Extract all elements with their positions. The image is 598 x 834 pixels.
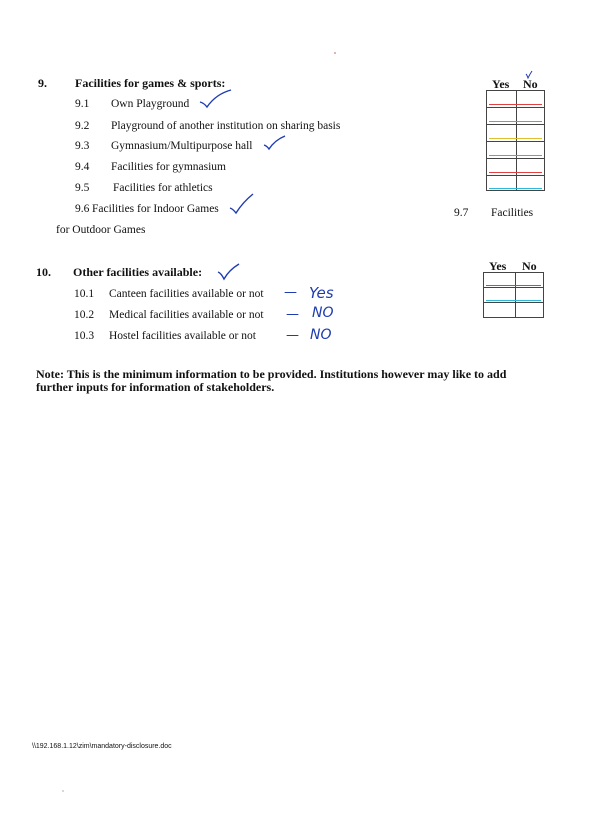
note-line-2: further inputs for information of stakeholders. bbox=[36, 380, 275, 394]
item-9-4-label: Facilities for gymnasium bbox=[111, 161, 226, 173]
item-9-1-number: 9.1 bbox=[75, 98, 90, 110]
checkmark-icon bbox=[198, 88, 234, 110]
item-9-5-number: 9.5 bbox=[75, 182, 90, 194]
item-9-2-label: Playground of another institution on sharing basis bbox=[111, 120, 341, 132]
item-9-6-number: 9.6 bbox=[75, 203, 90, 215]
item-10-2-number: 10.2 bbox=[74, 309, 95, 321]
scan-speck bbox=[62, 790, 64, 792]
scan-speck bbox=[334, 52, 336, 54]
section-10-number: 10. bbox=[36, 265, 51, 279]
checkmark-icon bbox=[524, 70, 534, 80]
checkmark-icon bbox=[262, 134, 288, 152]
section-9-checkbox-grid bbox=[486, 90, 545, 191]
item-9-1-label: Own Playground bbox=[111, 98, 190, 110]
item-10-1-number: 10.1 bbox=[74, 288, 95, 300]
section-9-no-label: No bbox=[523, 77, 538, 91]
item-10-2-answer: NO bbox=[312, 305, 334, 321]
section-10-yes-label: Yes bbox=[489, 259, 507, 273]
section-9-title: Facilities for games & sports: bbox=[75, 76, 226, 90]
item-10-1-handwritten-dash: — bbox=[284, 285, 297, 300]
item-9-6-label: Facilities for Indoor Games bbox=[92, 203, 219, 215]
item-10-3-answer: NO bbox=[310, 327, 332, 343]
item-9-7-label-part1: Facilities bbox=[491, 207, 534, 219]
item-9-5-label: Facilities for athletics bbox=[113, 182, 213, 194]
checkmark-icon bbox=[228, 192, 256, 218]
section-10-title: Other facilities available: bbox=[73, 265, 203, 279]
item-9-3-number: 9.3 bbox=[75, 140, 90, 152]
item-10-2-label: Medical facilities available or not bbox=[109, 309, 264, 321]
section-9-number: 9. bbox=[38, 76, 47, 90]
item-9-4-number: 9.4 bbox=[75, 161, 90, 173]
section-10-checkbox-grid bbox=[483, 272, 544, 318]
item-10-1-label: Canteen facilities available or not bbox=[109, 288, 264, 300]
item-10-3-handwritten-dash: — bbox=[286, 328, 299, 343]
section-9-yes-label: Yes bbox=[492, 77, 510, 91]
item-9-7-label-part2: for Outdoor Games bbox=[56, 224, 146, 236]
item-10-2-handwritten-dash: — bbox=[286, 307, 299, 322]
footer-file-path: \\192.168.1.12\zim\mandatory-disclosure.doc bbox=[32, 743, 172, 750]
item-9-7-number: 9.7 bbox=[454, 207, 469, 219]
section-10-no-label: No bbox=[522, 259, 537, 273]
note-line-1: Note: This is the minimum information to be provided. Institutions however may like to add bbox=[36, 367, 507, 381]
item-10-3-number: 10.3 bbox=[74, 330, 95, 342]
checkmark-icon bbox=[216, 262, 242, 282]
item-9-2-number: 9.2 bbox=[75, 120, 90, 132]
item-10-1-answer: Yes bbox=[309, 284, 334, 302]
item-10-3-label: Hostel facilities available or not bbox=[109, 330, 256, 342]
item-9-3-label: Gymnasium/Multipurpose hall bbox=[111, 140, 253, 152]
